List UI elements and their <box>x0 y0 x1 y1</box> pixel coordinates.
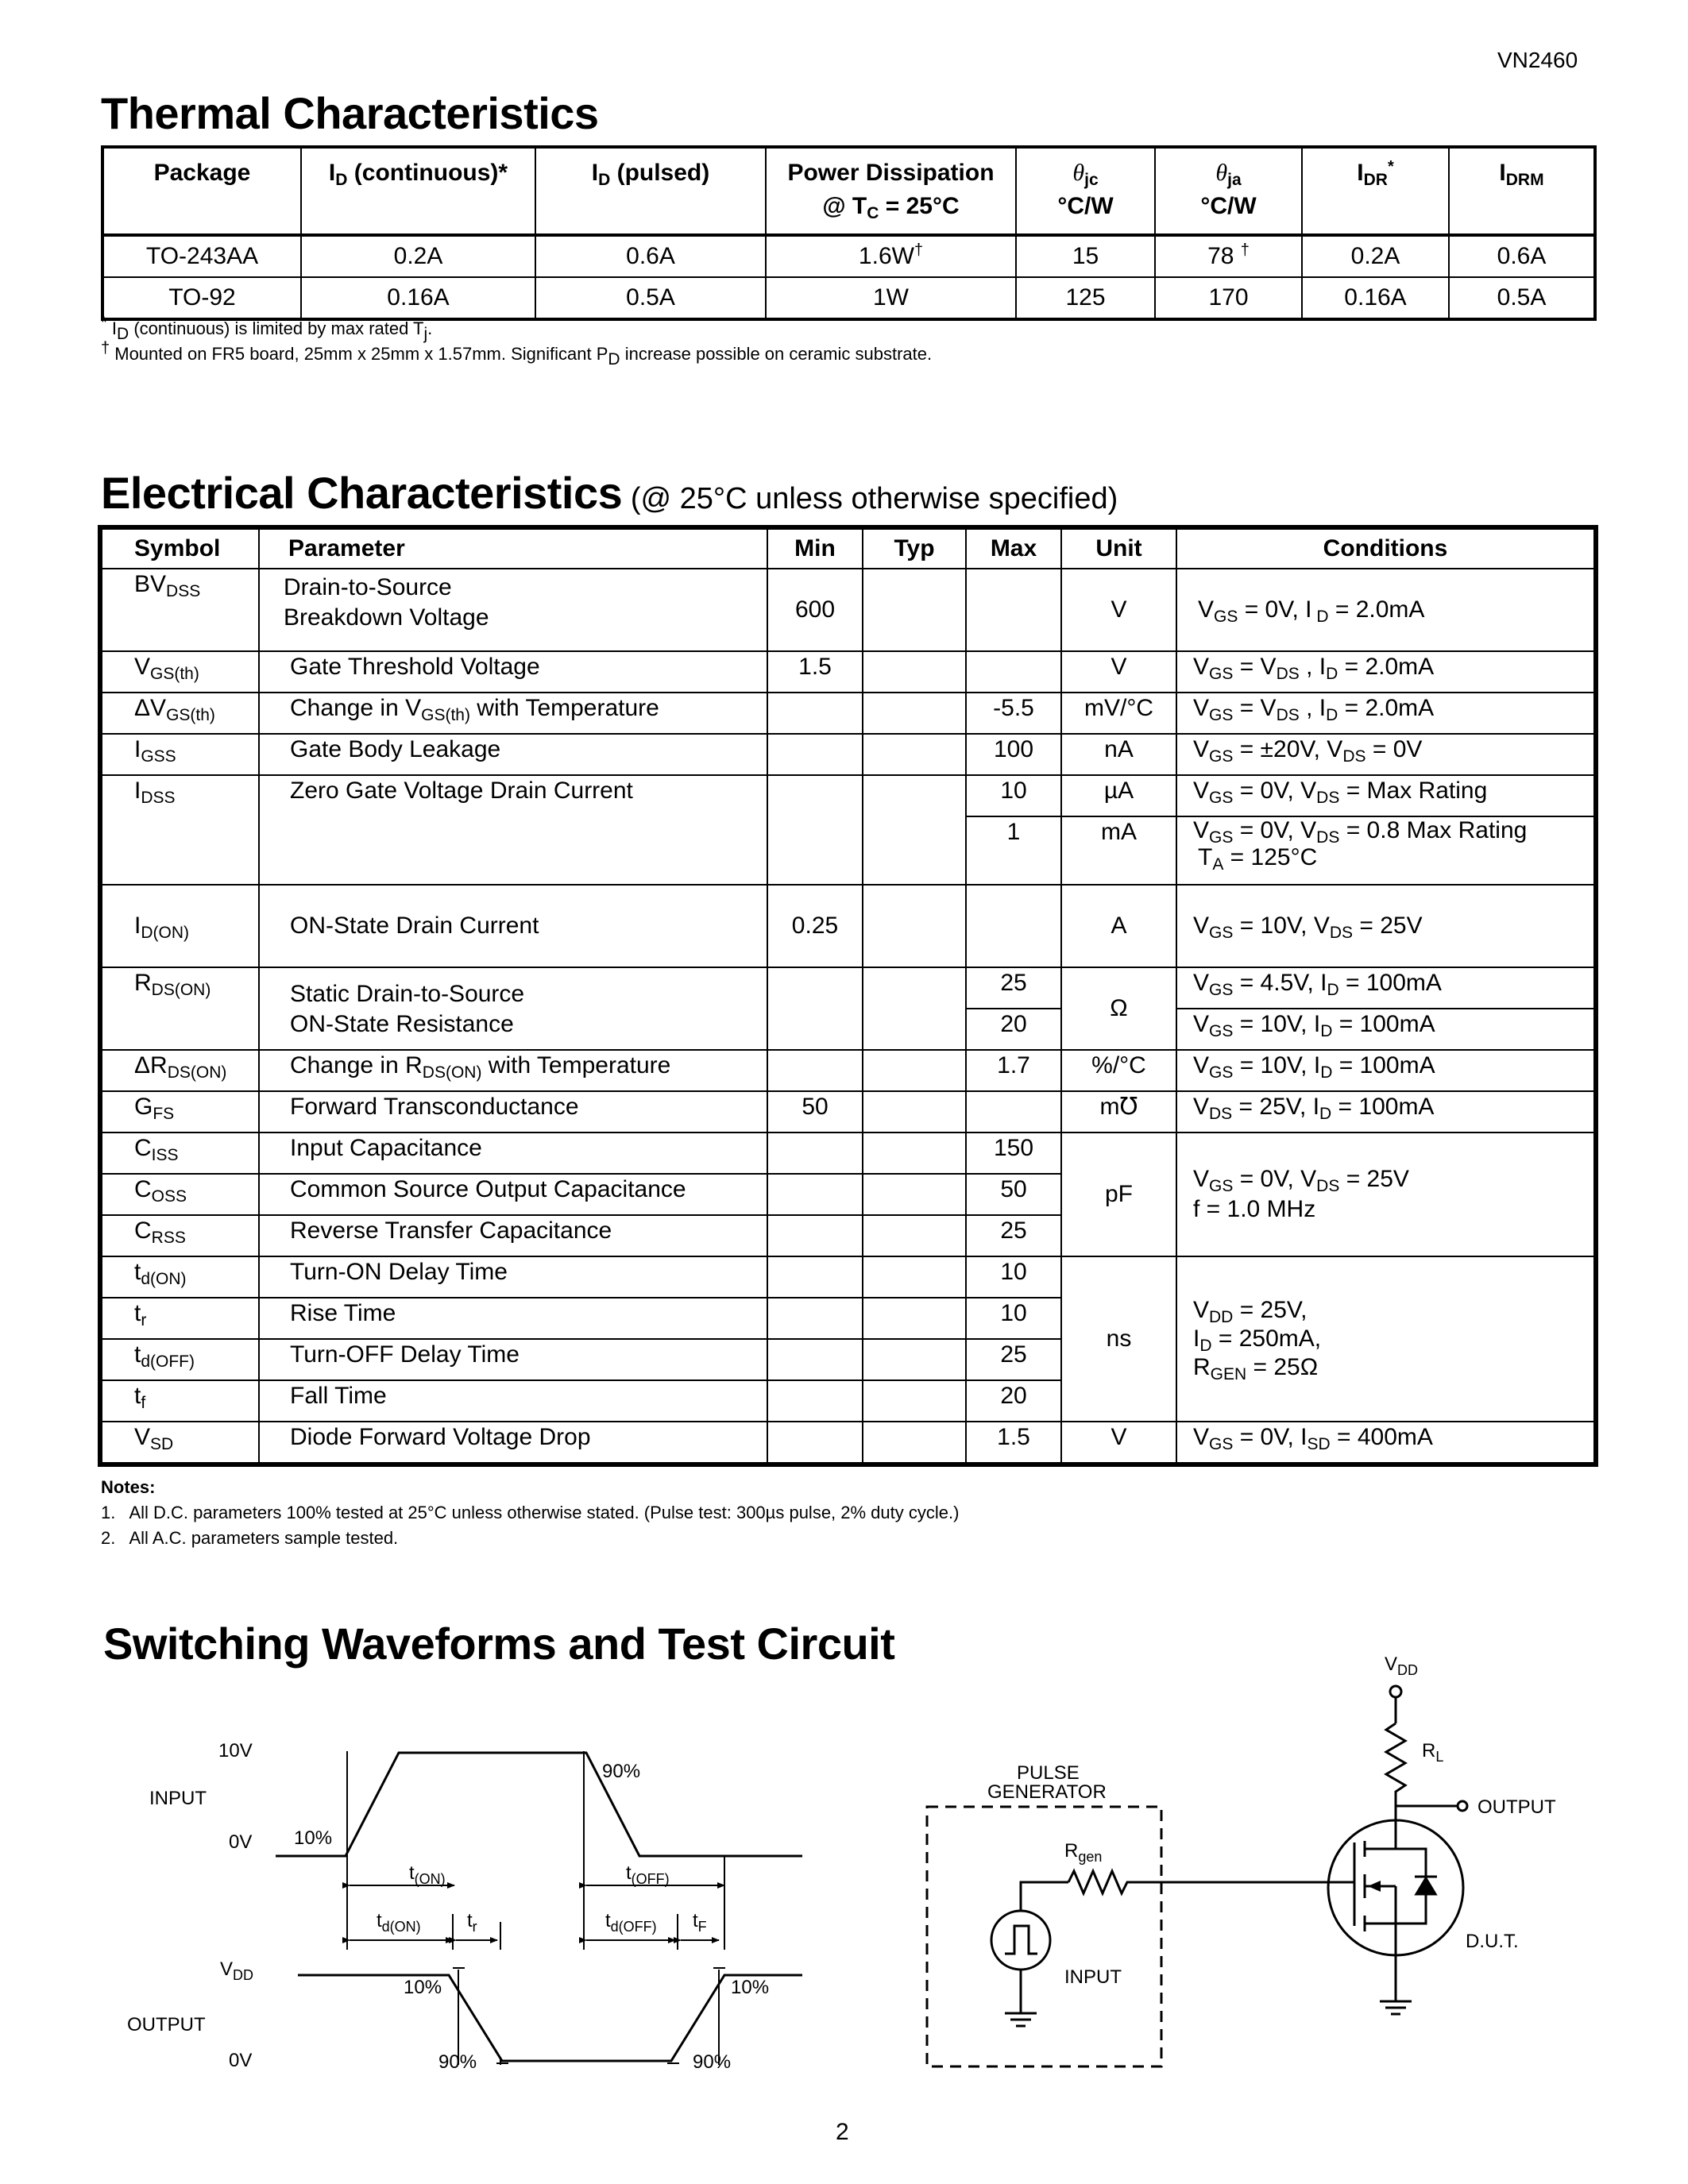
table-row: $C_{ISS}$ Input Capacitance 150 pF $V_{GS} = 0V$, $V_{DS} = 25V$ f = 1.0 MHz <box>102 1133 1594 1174</box>
circuit-output-label: OUTPUT <box>1477 1796 1556 1818</box>
table-row: $BV_{DSS}$ Drain-to-Source Breakdown Voltage 600 V $V_{GS} = 0V$, I $_D$ = 2.0mA <box>102 569 1594 651</box>
note-2: 2. All A.C. parameters sample tested. <box>101 1528 399 1548</box>
table-row: $G_{FS}$ Forward Transconductance 50 m℧ $V_{DS} = 25V$, $I_D = 100mA$ <box>102 1091 1594 1133</box>
label-ton: $t_{(ON)}$ <box>409 1862 446 1887</box>
label-tf: $t_F$ <box>693 1910 707 1935</box>
table-row: $t_{d(OFF)}$ Turn-OFF Delay Time 25 <box>102 1339 1594 1380</box>
label-10pct-out2: 10% <box>731 1977 770 1998</box>
header-theta-jc: $\theta_{jc}$ °C/W <box>1016 147 1155 235</box>
pulse-generator-label-2: GENERATOR <box>987 1781 1107 1803</box>
rl-resistor <box>1386 1723 1405 1806</box>
label-90pct-out1: 90% <box>438 2051 477 2073</box>
label-tr: $t_r$ <box>467 1910 477 1935</box>
table-row: 1 mA $V_{GS} = 0V$, $V_{DS} = 0.8$ Max Rating $T_A = 125^\circ C$ <box>102 816 1594 885</box>
pulse-source-icon <box>991 1911 1050 1970</box>
table-row: $R_{DS(ON)}$ Static Drain-to-Source ON-State Resistance 25 Ω $V_{GS} = 4.5V$, $I_D = 100mA$ <box>102 967 1594 1009</box>
rgen-resistor <box>1068 1871 1161 1893</box>
thermal-footnote-1: * $I_D$ (continuous) is limited by max rated $T_j$. <box>101 314 433 343</box>
thermal-footnote-2: † Mounted on FR5 board, 25mm x 25mm x 1.57mm. Significant $P_D$ increase possible on ceramic substrate. <box>101 339 933 369</box>
rl-label: $R_L$ <box>1422 1740 1444 1765</box>
header-idr: $I_{DR}^*$ <box>1302 147 1449 235</box>
thermal-title: Thermal Characteristics <box>101 88 599 138</box>
table-row: $I_{D(ON)}$ ON-State Drain Current 0.25 A $V_{GS} = 10V$, $V_{DS} = 25V$ <box>102 885 1594 967</box>
rgen-label: $R_{gen}$ <box>1064 1840 1103 1865</box>
table-row: $C_{OSS}$ Common Source Output Capacitance 50 <box>102 1174 1594 1215</box>
header-power-dissipation: Power Dissipation @ $T_C = 25^\circ C$ <box>766 147 1016 235</box>
label-0v-output: 0V <box>229 2050 253 2071</box>
label-90pct-out2: 90% <box>693 2051 732 2073</box>
header-id-continuous: $I_D$ (continuous)* <box>301 147 535 235</box>
note-1: 1. All D.C. parameters 100% tested at 25°C unless otherwise stated. (Pulse test: 300µs pulse, 2% duty cycle.) <box>101 1503 960 1522</box>
thermal-row: TO-243AA 0.2A 0.6A 1.6W† 15 78 † 0.2A 0.6A <box>102 235 1595 277</box>
table-row: $t_{d(ON)}$ Turn-ON Delay Time 10 ns $V_{DD} = 25V$, $I_D = 250mA$, $R_{GEN} = 25\Omega$ <box>102 1256 1594 1298</box>
thermal-row: TO-92 0.16A 0.5A 1W 125 170 0.16A 0.5A <box>102 277 1595 319</box>
circuit-vdd-label: $V_{DD}$ <box>1385 1653 1419 1678</box>
label-10pct-input: 10% <box>294 1827 333 1849</box>
label-tdoff: $t_{d(OFF)}$ <box>605 1910 657 1935</box>
pulse-generator-label-1: PULSE <box>1017 1762 1080 1784</box>
input-waveform <box>276 1753 802 1856</box>
page-number: 2 <box>836 2119 849 2145</box>
electrical-title: Electrical Characteristics (@ 25°C unless otherwise specified) <box>101 468 1118 518</box>
label-input: INPUT <box>149 1788 207 1809</box>
label-90pct-input: 90% <box>602 1761 641 1782</box>
label-vdd-output: $V_{DD}$ <box>220 1958 254 1983</box>
dut-label: D.U.T. <box>1466 1931 1519 1952</box>
header-package: Package <box>102 147 301 235</box>
label-toff: $t_{(OFF)}$ <box>626 1862 670 1887</box>
electrical-header-row: Symbol Parameter Min Typ Max Unit Conditions <box>102 529 1594 569</box>
table-row: $V_{GS(th)}$ Gate Threshold Voltage 1.5 V $V_{GS} = V_{DS}$ , $I_D = 2.0mA$ <box>102 651 1594 693</box>
table-row: 20 $V_{GS} = 10V$, $I_D = 100mA$ <box>102 1009 1594 1050</box>
table-row: $t_f$ Fall Time 20 <box>102 1380 1594 1422</box>
output-waveform <box>298 1975 802 2061</box>
header-id-pulsed: $I_D$ (pulsed) <box>535 147 766 235</box>
table-row: $\Delta R_{DS(ON)}$ Change in $R_{DS(ON)}$ with Temperature 1.7 %/°C $V_{GS} = 10V$, $I_D = 100mA$ <box>102 1050 1594 1091</box>
notes-title: Notes: <box>101 1477 156 1497</box>
table-row: $V_{SD}$ Diode Forward Voltage Drop 1.5 V $V_{GS} = 0V$, $I_{SD} = 400mA$ <box>102 1422 1594 1463</box>
table-row: $I_{GSS}$ Gate Body Leakage 100 nA $V_{GS} = \pm 20V$, $V_{DS} = 0V$ <box>102 734 1594 775</box>
label-0v-input: 0V <box>229 1831 253 1853</box>
header-idrm: $I_{DRM}$ <box>1449 147 1595 235</box>
circuit-input-label: INPUT <box>1064 1966 1122 1988</box>
table-row: $I_{DSS}$ Zero Gate Voltage Drain Current 10 µA $V_{GS} = 0V$, $V_{DS}$ = Max Rating <box>102 775 1594 816</box>
table-row: $\Delta V_{GS(th)}$ Change in $V_{GS(th)}$ with Temperature -5.5 mV/°C $V_{GS} = V_{DS}$ , $I_D = 2.0mA$ <box>102 693 1594 734</box>
table-row: $C_{RSS}$ Reverse Transfer Capacitance 25 <box>102 1215 1594 1256</box>
test-circuit <box>927 1686 1467 2066</box>
label-10pct-out1: 10% <box>404 1977 442 1998</box>
label-output: OUTPUT <box>127 2014 206 2035</box>
table-row: $t_r$ Rise Time 10 <box>102 1298 1594 1339</box>
label-10v: 10V <box>218 1740 253 1761</box>
switching-title: Switching Waveforms and Test Circuit <box>103 1619 895 1669</box>
part-number: VN2460 <box>1497 48 1578 72</box>
label-tdon: $t_{d(ON)}$ <box>377 1910 421 1935</box>
pulse-generator-box <box>927 1807 1161 2066</box>
header-theta-ja: $\theta_{ja}$ °C/W <box>1155 147 1302 235</box>
